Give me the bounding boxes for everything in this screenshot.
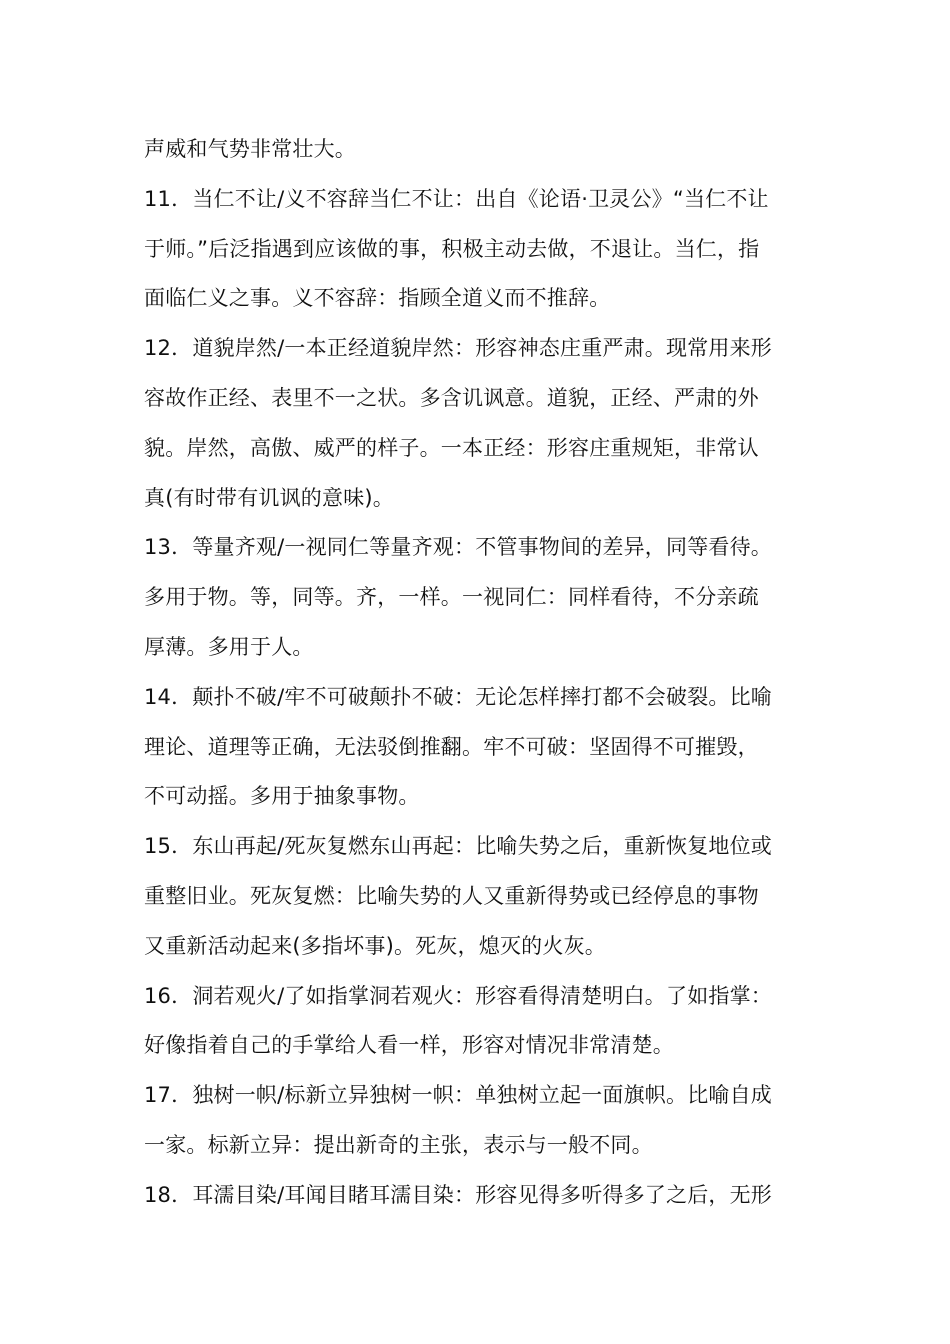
text-line: 16．洞若观火/了如指掌洞若观火：形容看得清楚明白。了如指掌： (144, 983, 772, 1008)
text-line: 理论、道理等正确，无法驳倒推翻。牢不可破：坚固得不可摧毁， (144, 734, 759, 759)
text-line: 12．道貌岸然/一本正经道貌岸然：形容神态庄重严肃。现常用来形 (144, 336, 772, 361)
text-line: 11．当仁不让/义不容辞当仁不让：出自《论语·卫灵公》“当仁不让 (144, 186, 769, 211)
text-line: 厚薄。多用于人。 (144, 634, 314, 659)
text-line: 好像指着自己的手掌给人看一样，形容对情况非常清楚。 (144, 1033, 674, 1058)
text-line: 多用于物。等，同等。齐，一样。一视同仁：同样看待，不分亲疏 (144, 585, 759, 610)
text-line: 15．东山再起/死灰复燃东山再起：比喻失势之后，重新恢复地位或 (144, 834, 772, 859)
text-line: 不可动摇。多用于抽象事物。 (144, 784, 420, 809)
text-line: 18．耳濡目染/耳闻目睹耳濡目染：形容见得多听得多了之后，无形 (144, 1182, 772, 1207)
text-line: 于师。”后泛指遇到应该做的事，积极主动去做，不退让。当仁，指 (144, 236, 760, 261)
text-line: 貌。岸然，高傲、威严的样子。一本正经：形容庄重规矩，非常认 (144, 435, 759, 460)
text-line: 13．等量齐观/一视同仁等量齐观：不管事物间的差异，同等看待。 (144, 535, 772, 560)
text-line: 声威和气势非常壮大。 (144, 137, 356, 161)
document-body (144, 125, 812, 1221)
text-line: 真(有时带有讥讽的意味)。 (144, 485, 394, 510)
text-line: 14．颠扑不破/牢不可破颠扑不破：无论怎样摔打都不会破裂。比喻 (144, 684, 772, 709)
text-line: 重整旧业。死灰复燃：比喻失势的人又重新得势或已经停息的事物 (144, 883, 759, 908)
text-line: 又重新活动起来(多指坏事)。死灰，熄灭的火灰。 (144, 933, 606, 958)
text-line: 面临仁义之事。义不容辞：指顾全道义而不推辞。 (144, 286, 611, 311)
text-line: 17．独树一帜/标新立异独树一帜：单独树立起一面旗帜。比喻自成 (144, 1083, 772, 1108)
text-line: 容故作正经、表里不一之状。多含讥讽意。道貌，正经、严肃的外 (144, 385, 759, 410)
text-line: 一家。标新立异：提出新奇的主张，表示与一般不同。 (144, 1132, 653, 1157)
